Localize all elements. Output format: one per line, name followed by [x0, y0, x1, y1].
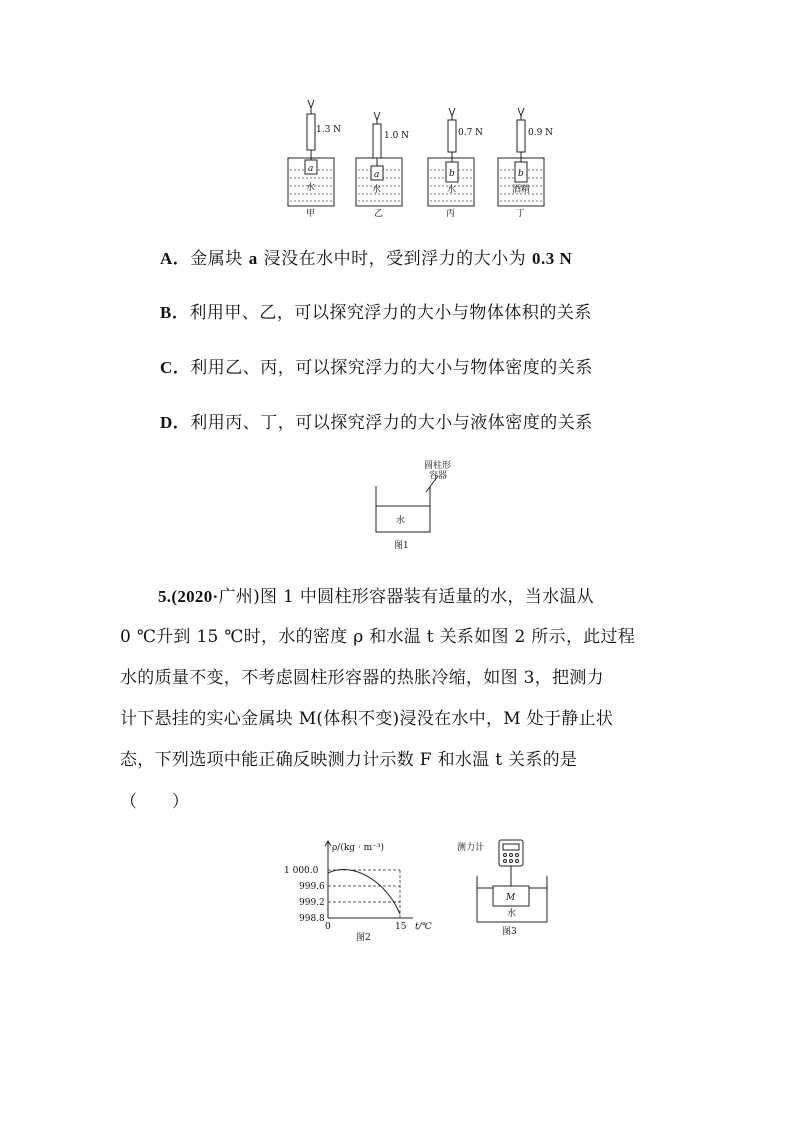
- option-a-text-pre: 金属块: [190, 249, 249, 269]
- fig3-block-label: M: [506, 893, 516, 903]
- option-a-letter: A．: [160, 249, 191, 268]
- q5-line2: 0 ℃升到 15 ℃时，水的密度 ρ 和水温 t 关系如图 2 所示，此过程: [120, 627, 636, 647]
- fig3-water: 水: [507, 909, 517, 919]
- caption-yi: 乙: [374, 209, 384, 219]
- option-d-letter: D．: [160, 413, 191, 432]
- fig2-ytick-3: 999.2: [299, 898, 325, 908]
- option-b-text: 利用甲、乙，可以探究浮力的大小与物体体积的关系: [189, 303, 592, 323]
- fig2-ytick-4: 998.8: [299, 914, 325, 924]
- reading-bing: 0.7 N: [458, 128, 484, 138]
- block-jia: a: [308, 164, 314, 174]
- block-bing: b: [449, 169, 455, 179]
- liquid-yi: 水: [372, 185, 382, 195]
- option-a-bold1: a: [248, 249, 258, 268]
- fig1-water: 水: [396, 516, 406, 526]
- fig2-xtick-0: 0: [325, 922, 331, 932]
- q5-line4: 计下悬挂的实心金属块 M(体积不变)浸没在水中，M 处于静止状: [120, 709, 614, 729]
- caption-ding: 丁: [516, 209, 526, 219]
- q5-line1-rest: 图 1 中圆柱形容器装有适量的水，当水温从: [260, 587, 594, 607]
- reading-ding: 0.9 N: [528, 128, 554, 138]
- fig1-label-line2: 容器: [429, 471, 448, 481]
- fig2-xlabel: t/℃: [415, 922, 432, 932]
- option-c[interactable]: [160, 353, 593, 378]
- option-a-text-mid: 浸没在水中时，受到浮力的大小为: [257, 249, 532, 269]
- caption-bing: 丙: [446, 209, 456, 219]
- q5-source: (2020·: [171, 587, 219, 606]
- reading-yi: 1.0 N: [384, 131, 410, 141]
- fig2-ylabel: ρ/(kg · m⁻³): [332, 843, 385, 853]
- figure-1-container: [366, 458, 466, 554]
- liquid-jia: 水: [306, 183, 316, 193]
- figure-3-scale-setup: [455, 836, 565, 940]
- fig3-meter-label: 测力计: [457, 843, 485, 853]
- q5-line1: [158, 582, 594, 607]
- liquid-bing: 水: [447, 185, 457, 195]
- fig1-caption: 图1: [394, 541, 409, 551]
- buoyancy-experiment-figure: [280, 98, 554, 219]
- block-yi: a: [374, 170, 380, 180]
- fig2-ytick-2: 999.6: [299, 882, 325, 892]
- fig2-ytick-1: 1 000.0: [284, 866, 319, 876]
- option-b[interactable]: [160, 298, 592, 323]
- option-b-letter: B．: [160, 303, 190, 322]
- caption-jia: 甲: [306, 209, 316, 219]
- option-a-bold2: 0.3 N: [532, 249, 573, 268]
- option-c-letter: C．: [160, 358, 191, 377]
- fig3-caption: 图3: [502, 927, 517, 937]
- fig1-label-line1: 圆柱形: [424, 461, 452, 471]
- q5-line5: 态，下列选项中能正确反映测力计示数 F 和水温 t 关系的是: [120, 750, 578, 770]
- figure-2-density-graph: [278, 838, 448, 943]
- option-a[interactable]: [160, 244, 572, 269]
- option-d-text: 利用丙、丁，可以探究浮力的大小与液体密度的关系: [190, 413, 593, 433]
- q5-source-place: 广州): [218, 587, 261, 607]
- fig2-caption: 图2: [356, 933, 371, 943]
- liquid-ding: 酒精: [512, 185, 531, 195]
- q5-number: 5.: [158, 587, 172, 606]
- block-ding: b: [518, 169, 524, 179]
- fig2-curve: [328, 870, 400, 914]
- q5-bracket[interactable]: （ ）: [120, 792, 190, 812]
- reading-jia: 1.3 N: [316, 125, 342, 135]
- option-c-text: 利用乙、丙，可以探究浮力的大小与物体密度的关系: [190, 358, 593, 378]
- fig2-xtick-15: 15: [395, 922, 407, 932]
- q5-line3: 水的质量不变，不考虑圆柱形容器的热胀冷缩，如图 3，把测力: [120, 668, 604, 688]
- option-d[interactable]: [160, 408, 593, 433]
